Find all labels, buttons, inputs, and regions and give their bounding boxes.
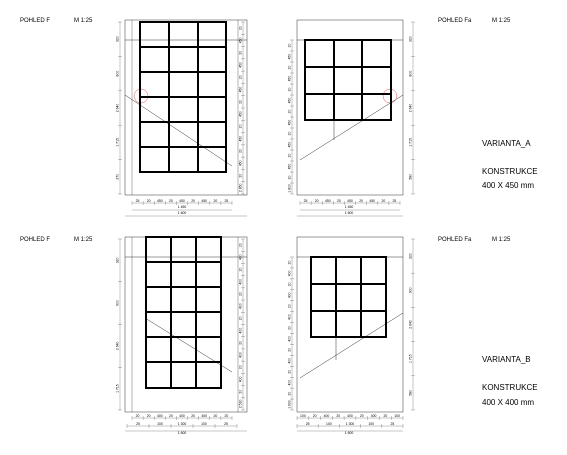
dimension-label: 20 bbox=[238, 389, 243, 394]
dimension-label: 320 bbox=[115, 257, 120, 264]
dimension-label: 800 bbox=[115, 70, 120, 77]
dimension-label: 20 bbox=[238, 149, 243, 153]
dimension-label: 320 bbox=[115, 36, 120, 43]
dimension-label: 450 bbox=[201, 199, 208, 203]
dimension-label: 450 bbox=[287, 163, 292, 170]
dimension-label: 100 bbox=[368, 422, 375, 426]
dimension-label: 20 bbox=[146, 414, 151, 418]
dimension-label: 450 bbox=[238, 37, 243, 44]
dimension-label: 20 bbox=[287, 260, 292, 265]
dimension-label: 400 bbox=[287, 336, 292, 342]
dimension-label: 20 bbox=[287, 326, 292, 330]
dimension-label: 1 300 bbox=[345, 422, 355, 426]
dimension-label: 20 bbox=[238, 340, 243, 345]
dimension-label: 25 bbox=[305, 422, 310, 426]
dimension-label: 400 bbox=[238, 278, 243, 285]
dimension-label: 20 bbox=[287, 43, 292, 48]
dimension-label: 900 bbox=[408, 287, 413, 294]
dimension-label: 1 715 bbox=[408, 354, 413, 363]
dimension-label: 20 bbox=[314, 199, 319, 203]
dimension-label: 400 bbox=[287, 292, 292, 299]
dimension-label: 800 bbox=[408, 70, 413, 77]
dimension-total: 1 600 bbox=[177, 431, 187, 435]
dimension-label: 450 bbox=[287, 97, 292, 104]
scale-label: M 1:25 bbox=[492, 18, 511, 24]
dimension-label: 1 715 bbox=[115, 138, 120, 147]
dimension-label: 400 bbox=[238, 327, 243, 334]
dimension-label: 100 bbox=[325, 422, 332, 426]
dimension-label: 1 715 bbox=[408, 138, 413, 147]
variant-title: VARIANTA_B bbox=[482, 355, 531, 364]
dimension-label: 20 bbox=[238, 316, 243, 321]
size-label: 400 X 450 mm bbox=[482, 181, 535, 190]
dimension-label: 450 bbox=[324, 199, 331, 203]
dimension-label: 20 bbox=[287, 131, 292, 136]
dimension-label: 25 bbox=[136, 422, 140, 426]
dimension-label: 450 bbox=[238, 160, 243, 167]
dimension-label: 20 bbox=[191, 414, 196, 418]
dimension-label: 25 bbox=[390, 422, 395, 426]
dimension-label: 20 bbox=[146, 199, 151, 203]
dimension-label: 400 bbox=[238, 376, 243, 383]
dimension-label: 25 bbox=[392, 199, 397, 203]
dimension-label: 20 bbox=[238, 267, 243, 272]
dimension-label: 400 bbox=[238, 352, 243, 358]
dimension-label: 20 bbox=[359, 414, 364, 418]
dimension-label: 1 715 bbox=[115, 384, 120, 393]
dimension-label: 20 bbox=[135, 414, 140, 418]
elevation-f-a bbox=[125, 20, 247, 195]
dimension-label: 20 bbox=[287, 282, 292, 287]
dimension-label: 450 bbox=[238, 111, 243, 117]
dimension-label: 25 bbox=[224, 199, 229, 203]
dimension-label: 20 bbox=[238, 124, 243, 129]
dimension-label: 320 bbox=[408, 36, 413, 43]
dimension-label: 1 630 bbox=[287, 400, 292, 409]
dimension-label: 450 bbox=[238, 62, 243, 68]
dimension-label: 20 bbox=[287, 175, 292, 180]
dimension-label: 20 bbox=[168, 199, 173, 203]
dimension-label: 400 bbox=[179, 414, 185, 418]
dimension-label: 450 bbox=[287, 141, 292, 148]
dimension-label: 1 300 bbox=[177, 422, 187, 426]
dimension-label: 450 bbox=[179, 199, 185, 203]
dimension-label: 400 bbox=[323, 414, 330, 418]
dimension-label: 580 bbox=[408, 173, 413, 180]
dimension-label: 20 bbox=[238, 173, 243, 178]
dimension-label: 100 bbox=[394, 414, 400, 418]
dimension-label: 25 bbox=[303, 199, 308, 203]
dimension-label: 100 bbox=[201, 422, 207, 426]
view-label-fa: POHLED Fa bbox=[438, 18, 472, 24]
dimension-label: 2 640 bbox=[408, 320, 413, 329]
dimension-label: 20 bbox=[238, 75, 243, 80]
dimension-label: 20 bbox=[287, 369, 292, 374]
dimension-label: 580 bbox=[408, 390, 413, 396]
dimension-label: 20 bbox=[287, 65, 292, 70]
dimension-total: 1 600 bbox=[344, 211, 354, 215]
dimension-label: 20 bbox=[213, 414, 218, 418]
dimension-label: 400 bbox=[370, 414, 377, 418]
dimension-label: 450 bbox=[347, 199, 353, 203]
elevation-fa-b bbox=[297, 237, 403, 412]
dimension-label: 900 bbox=[115, 300, 120, 306]
scale-label: M 1:25 bbox=[74, 18, 93, 24]
dimension-label: 25 bbox=[135, 199, 140, 203]
dimension-label: 100 bbox=[157, 422, 163, 426]
dimension-label: 20 bbox=[191, 199, 196, 203]
dimension-label: 400 bbox=[238, 303, 243, 310]
dimension-label: 1 800 bbox=[287, 184, 292, 193]
dimension-label: 20 bbox=[238, 50, 243, 55]
dimension-label: 20 bbox=[238, 26, 243, 31]
dimension-label: 400 bbox=[287, 270, 292, 277]
dimension-label: 270 bbox=[115, 173, 120, 180]
dimension-label: 20 bbox=[287, 391, 292, 396]
dimension-label: 450 bbox=[238, 135, 243, 142]
dimension-label: 20 bbox=[287, 87, 292, 92]
elevation-f-b bbox=[125, 237, 247, 412]
dimension-label: 20 bbox=[312, 414, 317, 418]
dimension-label: 2 640 bbox=[408, 103, 413, 113]
dimension-label: 20 bbox=[238, 243, 243, 247]
dimension-label: 450 bbox=[156, 199, 163, 203]
dimension-total: 1 450 bbox=[344, 205, 354, 209]
dimension-label: 2 640 bbox=[115, 103, 120, 113]
view-label-fa: POHLED Fa bbox=[438, 237, 472, 243]
dimension-label: 450 bbox=[287, 75, 292, 82]
dimension-label: 100 bbox=[300, 414, 306, 418]
view-label-f: POHLED F bbox=[20, 18, 51, 24]
scale-label: M 1:25 bbox=[74, 237, 93, 243]
dimension-label: 20 bbox=[213, 199, 218, 203]
dimension-label: 400 bbox=[287, 357, 292, 364]
dimension-label: 450 bbox=[238, 86, 243, 93]
dimension-label: 400 bbox=[238, 254, 243, 261]
dimension-label: 20 bbox=[238, 365, 243, 370]
dimension-label: 450 bbox=[369, 199, 376, 203]
scale-label: M 1:25 bbox=[492, 237, 511, 243]
dimension-label: 20 bbox=[383, 414, 388, 418]
dimension-label: 20 bbox=[287, 109, 292, 114]
variant-title: VARIANTA_A bbox=[482, 139, 531, 148]
dimension-label: 20 bbox=[287, 348, 292, 352]
dimension-label: 20 bbox=[336, 199, 341, 203]
dimension-label: 400 bbox=[201, 414, 208, 418]
dimension-total: 1 450 bbox=[177, 205, 187, 209]
dimension-label: 20 bbox=[359, 199, 364, 203]
size-label: 400 X 400 mm bbox=[482, 398, 535, 407]
dimension-label: 20 bbox=[287, 304, 292, 309]
dimension-label: 20 bbox=[224, 414, 229, 418]
construction-label: KONSTRUKCE bbox=[482, 383, 538, 392]
dimension-label: 20 bbox=[238, 292, 243, 296]
dimension-label: 20 bbox=[287, 153, 292, 158]
dimension-label: 20 bbox=[238, 99, 243, 104]
dimension-label: 400 bbox=[287, 314, 292, 320]
dimension-label: 20 bbox=[336, 414, 341, 418]
dimension-label: 2 640 bbox=[115, 341, 120, 351]
construction-label: KONSTRUKCE bbox=[482, 167, 538, 176]
view-label-f: POHLED F bbox=[20, 237, 51, 243]
dimension-total: 1 600 bbox=[344, 431, 354, 435]
dimension-label: 400 bbox=[156, 414, 163, 418]
dimension-label: 400 bbox=[347, 414, 353, 418]
dimension-label: 20 bbox=[381, 199, 386, 203]
dimension-label: 2 530 bbox=[238, 399, 243, 409]
dimension-label: 25 bbox=[224, 422, 228, 426]
dimension-label: 400 bbox=[287, 379, 292, 386]
elevation-fa-a bbox=[297, 20, 403, 195]
dimension-label: 450 bbox=[287, 119, 292, 126]
dimension-total: 1 600 bbox=[177, 211, 187, 215]
dimension-label: 320 bbox=[408, 253, 413, 259]
dimension-label: 2 850 bbox=[238, 183, 243, 193]
dimension-label: 20 bbox=[168, 414, 173, 418]
dimension-label: 450 bbox=[287, 53, 292, 60]
